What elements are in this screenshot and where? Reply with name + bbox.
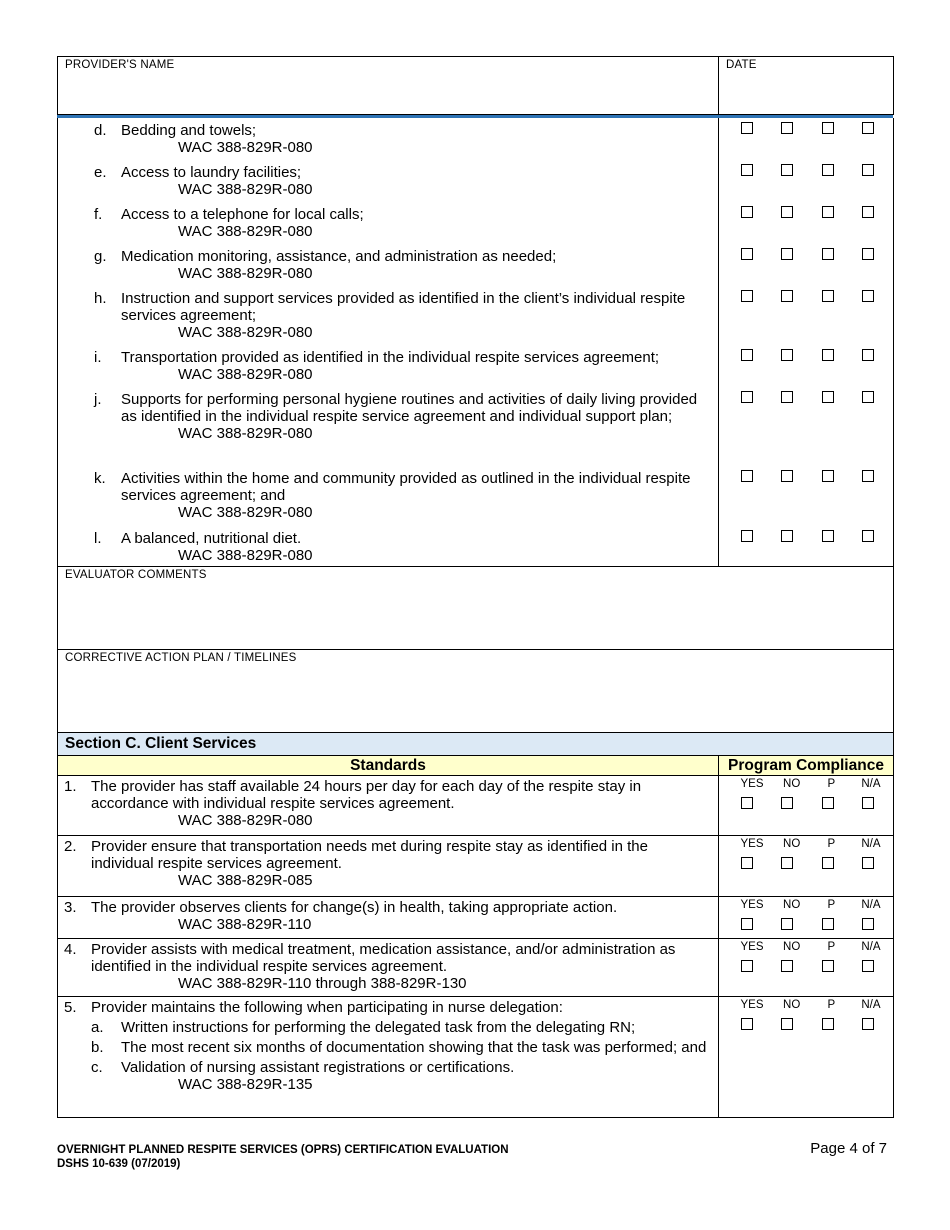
checkbox-yes[interactable] <box>741 122 753 134</box>
standard-cell <box>58 997 719 1118</box>
item-checkbox-row <box>719 248 893 290</box>
item-text: Bedding and towels; <box>121 122 257 139</box>
standard-row <box>58 997 894 1118</box>
item-checkbox-row <box>719 290 893 349</box>
item-wac: WAC 388-829R-080 <box>178 223 313 240</box>
standard-cell <box>58 836 719 897</box>
checkbox-p[interactable] <box>822 470 834 482</box>
na-label: N/A <box>861 941 881 953</box>
item-wac: WAC 388-829R-080 <box>178 366 313 383</box>
sub-text: Validation of nursing assistant registrations or certifications. <box>121 1059 515 1076</box>
checkbox-yes[interactable] <box>741 470 753 482</box>
standard-cell <box>58 897 719 939</box>
section-b-items-table <box>57 118 894 1118</box>
standard-row <box>58 776 894 836</box>
evaluation-form <box>57 56 893 1118</box>
yes-label: YES <box>740 899 764 911</box>
checkbox-na[interactable] <box>862 918 874 930</box>
item-wac: WAC 388-829R-080 <box>178 547 313 564</box>
section-b-item <box>58 349 718 391</box>
checkbox-p[interactable] <box>822 248 834 260</box>
checkbox-yes[interactable] <box>741 248 753 260</box>
item-checkbox-row <box>719 530 893 564</box>
item-letter: f. <box>94 206 103 223</box>
standard-row <box>58 897 894 939</box>
header-table <box>57 56 894 115</box>
sub-letter: a. <box>91 1019 104 1036</box>
checkbox-na[interactable] <box>862 470 874 482</box>
corrective-action-label: CORRECTIVE ACTION PLAN / TIMELINES <box>65 652 297 664</box>
checkbox-no[interactable] <box>781 797 793 809</box>
na-label: N/A <box>861 838 881 850</box>
standard-number: 2. <box>64 838 77 855</box>
standard-number: 3. <box>64 899 77 916</box>
standards-header: Standards <box>58 756 719 776</box>
footer-title <box>57 1143 509 1171</box>
checkbox-no[interactable] <box>781 530 793 542</box>
checkbox-no[interactable] <box>781 122 793 134</box>
checkbox-yes[interactable] <box>741 391 753 403</box>
standard-number: 4. <box>64 941 77 958</box>
item-text: Instruction and support services provided as identified in the client’s individual respite services agreement; <box>121 290 686 324</box>
item-text: Transportation provided as identified in the individual respite services agreement; <box>121 349 660 366</box>
compliance-cell <box>719 836 894 897</box>
checkbox-no[interactable] <box>781 206 793 218</box>
section-b-item <box>58 164 718 206</box>
standard-number: 5. <box>64 999 77 1016</box>
checkbox-no[interactable] <box>781 1018 793 1030</box>
item-checkbox-row <box>719 206 893 248</box>
checkbox-yes[interactable] <box>741 290 753 302</box>
checkbox-na[interactable] <box>862 530 874 542</box>
checkbox-na[interactable] <box>862 797 874 809</box>
item-wac: WAC 388-829R-080 <box>178 181 313 198</box>
checkbox-yes[interactable] <box>741 164 753 176</box>
standard-text: The provider has staff available 24 hours per day for each day of the respite stay in accordance with individual respite services agreement. <box>91 778 642 812</box>
checkbox-yes[interactable] <box>741 349 753 361</box>
section-b-item <box>58 206 718 248</box>
no-label: NO <box>783 778 801 790</box>
item-checkbox-row <box>719 122 893 164</box>
checkbox-p[interactable] <box>822 1018 834 1030</box>
checkbox-no[interactable] <box>781 248 793 260</box>
no-label: NO <box>783 999 801 1011</box>
na-label: N/A <box>861 899 881 911</box>
checkbox-no[interactable] <box>781 470 793 482</box>
standard-row <box>58 939 894 997</box>
sub-letter: c. <box>91 1059 103 1076</box>
checkbox-yes[interactable] <box>741 797 753 809</box>
items-column <box>58 118 719 567</box>
checkbox-no[interactable] <box>781 960 793 972</box>
item-letter: d. <box>94 122 107 139</box>
checkbox-p[interactable] <box>822 918 834 930</box>
section-b-item <box>58 530 718 564</box>
section-b-item <box>58 470 718 530</box>
checkbox-p[interactable] <box>822 391 834 403</box>
compliance-cell <box>719 776 894 836</box>
standard-sub-item <box>58 1019 712 1036</box>
yes-label: YES <box>740 999 764 1011</box>
checkbox-na[interactable] <box>862 857 874 869</box>
item-letter: h. <box>94 290 107 307</box>
standard-wac: WAC 388-829R-135 <box>178 1076 313 1093</box>
footer-form-title: OVERNIGHT PLANNED RESPITE SERVICES (OPRS) CERTIFICATION EVALUATION <box>57 1144 509 1156</box>
provider-name-field[interactable] <box>58 57 719 115</box>
standard-text: The provider observes clients for change(s) in health, taking appropriate action. <box>91 899 618 916</box>
checkbox-p[interactable] <box>822 349 834 361</box>
items-checkbox-column <box>719 118 894 567</box>
standard-text: Provider ensure that transportation needs met during respite stay as identified in the individual respite services agreement. <box>91 838 648 872</box>
sub-text: The most recent six months of documentation showing that the task was performed; and <box>121 1039 707 1056</box>
p-label: P <box>827 838 836 850</box>
checkbox-p[interactable] <box>822 960 834 972</box>
checkbox-na[interactable] <box>862 290 874 302</box>
item-text: Supports for performing personal hygiene routines and activities of daily living provided as identified in the individual respite service agreement and individual support plan; <box>121 391 698 425</box>
yes-label: YES <box>740 838 764 850</box>
item-letter: l. <box>94 530 102 547</box>
compliance-cell <box>719 897 894 939</box>
p-label: P <box>827 999 836 1011</box>
na-label: N/A <box>861 999 881 1011</box>
compliance-cell <box>719 939 894 997</box>
item-letter: e. <box>94 164 107 181</box>
section-b-item <box>58 122 718 164</box>
item-wac: WAC 388-829R-080 <box>178 504 313 521</box>
standard-cell <box>58 939 719 997</box>
checkbox-p[interactable] <box>822 530 834 542</box>
standard-number: 1. <box>64 778 77 795</box>
no-label: NO <box>783 899 801 911</box>
na-label: N/A <box>861 778 881 790</box>
item-checkbox-row <box>719 470 893 530</box>
item-wac: WAC 388-829R-080 <box>178 139 313 156</box>
standard-wac: WAC 388-829R-085 <box>178 872 313 889</box>
sub-letter: b. <box>91 1039 104 1056</box>
item-wac: WAC 388-829R-080 <box>178 425 313 442</box>
checkbox-yes[interactable] <box>741 530 753 542</box>
item-text: A balanced, nutritional diet. <box>121 530 302 547</box>
checkbox-yes[interactable] <box>741 857 753 869</box>
checkbox-na[interactable] <box>862 206 874 218</box>
footer-form-number: DSHS 10-639 (07/2019) <box>57 1158 181 1170</box>
page-number: Page 4 of 7 <box>810 1140 887 1157</box>
item-checkbox-row <box>719 391 893 470</box>
checkbox-na[interactable] <box>862 164 874 176</box>
checkbox-na[interactable] <box>862 349 874 361</box>
standard-sub-item <box>58 1039 712 1056</box>
checkbox-yes[interactable] <box>741 960 753 972</box>
checkbox-yes[interactable] <box>741 918 753 930</box>
item-checkbox-row <box>719 349 893 391</box>
item-checkbox-row <box>719 164 893 206</box>
standard-sub-item <box>58 1059 712 1076</box>
checkbox-no[interactable] <box>781 290 793 302</box>
checkbox-p[interactable] <box>822 857 834 869</box>
item-letter: k. <box>94 470 106 487</box>
p-label: P <box>827 941 836 953</box>
item-text: Access to laundry facilities; <box>121 164 302 181</box>
checkbox-na[interactable] <box>862 248 874 260</box>
item-letter: g. <box>94 248 107 265</box>
evaluator-comments-field[interactable] <box>58 567 894 650</box>
section-c-title: Section C. Client Services <box>58 733 894 756</box>
standard-wac: WAC 388-829R-080 <box>178 812 313 829</box>
date-field[interactable] <box>719 57 894 115</box>
p-label: P <box>827 778 836 790</box>
item-text: Medication monitoring, assistance, and administration as needed; <box>121 248 557 265</box>
section-b-item <box>58 391 718 470</box>
item-letter: i. <box>94 349 102 366</box>
checkbox-na[interactable] <box>862 960 874 972</box>
compliance-cell <box>719 997 894 1118</box>
corrective-action-field[interactable] <box>58 650 894 733</box>
provider-name-label: PROVIDER'S NAME <box>65 59 175 71</box>
section-b-item <box>58 290 718 349</box>
p-label: P <box>827 899 836 911</box>
checkbox-no[interactable] <box>781 349 793 361</box>
no-label: NO <box>783 941 801 953</box>
checkbox-yes[interactable] <box>741 206 753 218</box>
standard-row <box>58 836 894 897</box>
item-letter: j. <box>94 391 102 408</box>
evaluator-comments-label: EVALUATOR COMMENTS <box>65 569 207 581</box>
item-text: Activities within the home and community provided as outlined in the individual respite services agreement; and <box>121 470 691 504</box>
checkbox-p[interactable] <box>822 797 834 809</box>
checkbox-p[interactable] <box>822 290 834 302</box>
checkbox-no[interactable] <box>781 164 793 176</box>
checkbox-na[interactable] <box>862 122 874 134</box>
item-text: Access to a telephone for local calls; <box>121 206 364 223</box>
standard-wac: WAC 388-829R-110 through 388-829R-130 <box>178 975 467 992</box>
checkbox-na[interactable] <box>862 1018 874 1030</box>
item-wac: WAC 388-829R-080 <box>178 265 313 282</box>
checkbox-p[interactable] <box>822 206 834 218</box>
section-b-item <box>58 248 718 290</box>
standard-cell <box>58 776 719 836</box>
checkbox-no[interactable] <box>781 391 793 403</box>
checkbox-yes[interactable] <box>741 1018 753 1030</box>
checkbox-no[interactable] <box>781 857 793 869</box>
yes-label: YES <box>740 778 764 790</box>
compliance-header: Program Compliance <box>719 756 894 776</box>
standard-text: Provider assists with medical treatment, medication assistance, and/or administration as identified in the individual respite services agreement. <box>91 941 676 975</box>
checkbox-na[interactable] <box>862 391 874 403</box>
standard-wac: WAC 388-829R-110 <box>178 916 312 933</box>
checkbox-p[interactable] <box>822 122 834 134</box>
yes-label: YES <box>740 941 764 953</box>
item-wac: WAC 388-829R-080 <box>178 324 313 341</box>
date-label: DATE <box>726 59 757 71</box>
sub-text: Written instructions for performing the delegated task from the delegating RN; <box>121 1019 636 1036</box>
checkbox-p[interactable] <box>822 164 834 176</box>
standard-text: Provider maintains the following when participating in nurse delegation: <box>91 999 563 1016</box>
no-label: NO <box>783 838 801 850</box>
checkbox-no[interactable] <box>781 918 793 930</box>
